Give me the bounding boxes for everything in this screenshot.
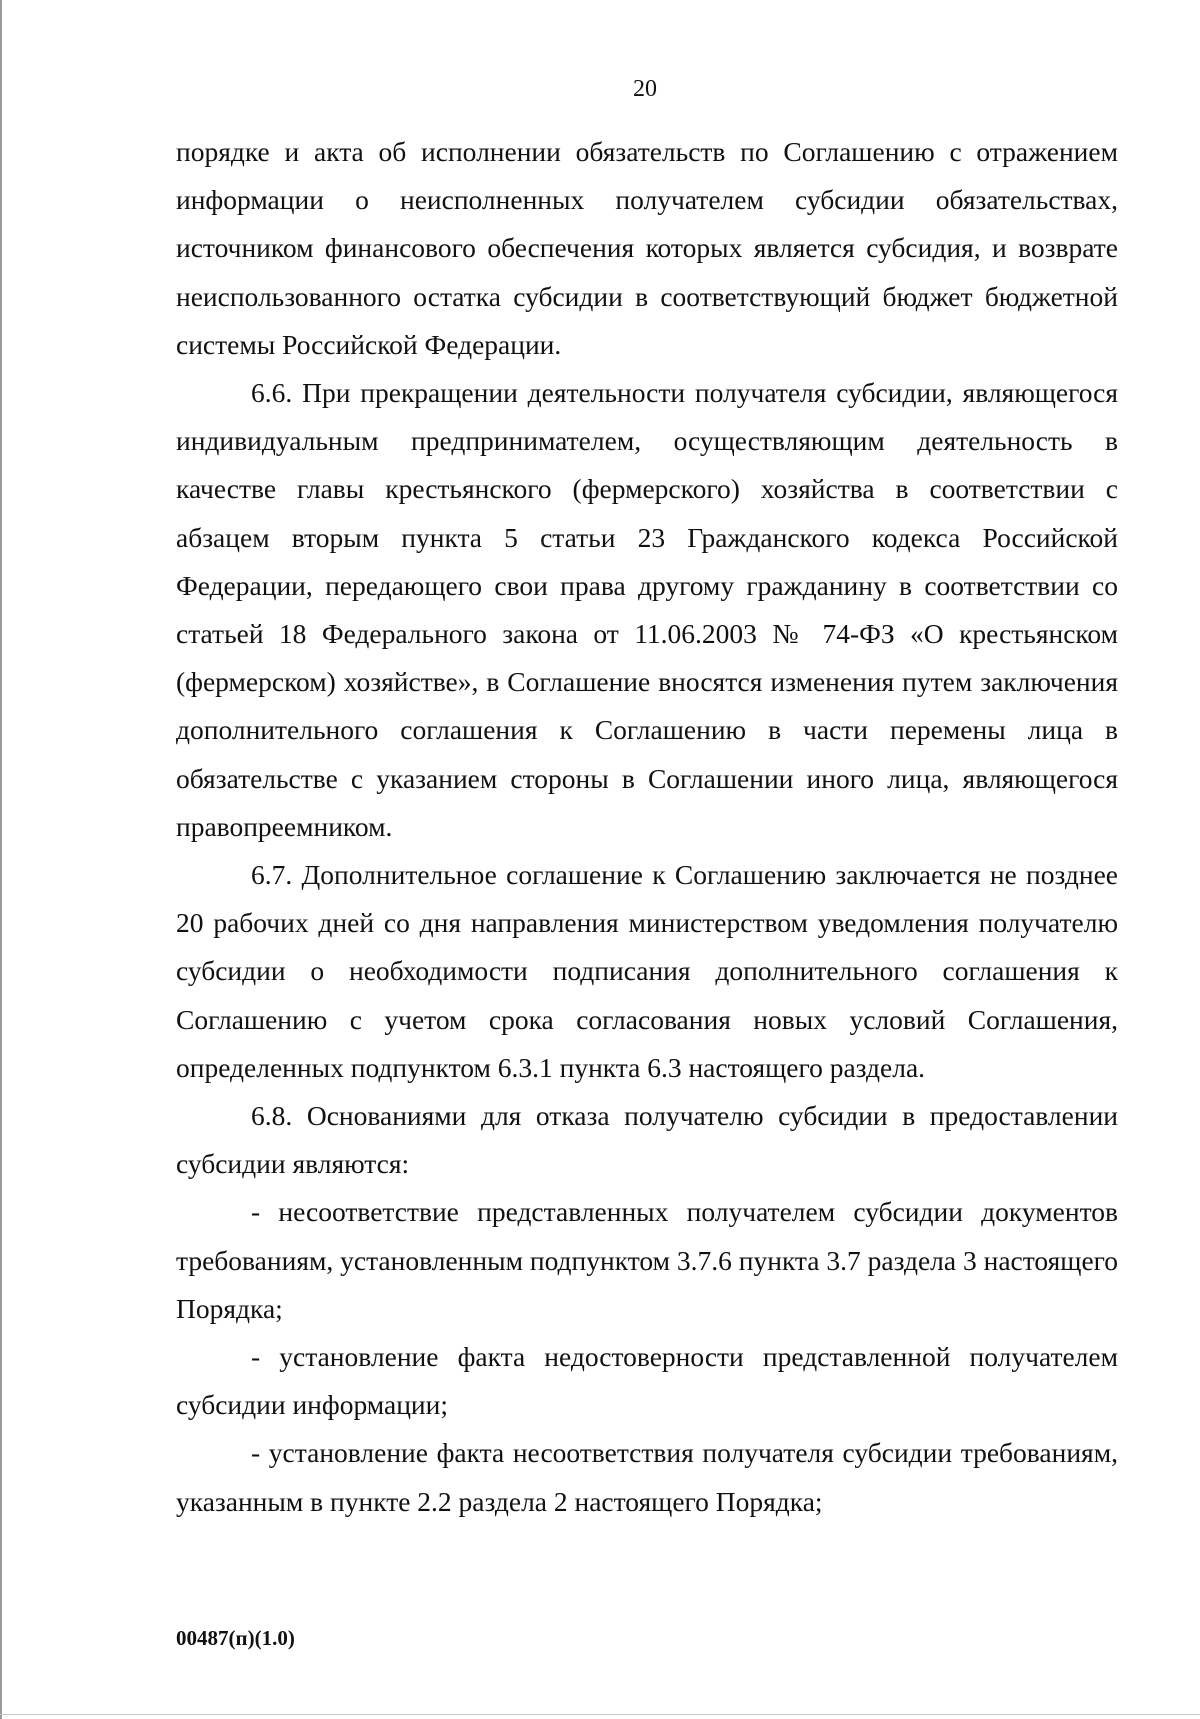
paragraph-6-8: 6.8. Основаниями для отказа получателю субсидии в предоставлении субсидии являются: — [176, 1100, 1118, 1180]
page-number: 20 — [633, 76, 657, 102]
list-item-documents-mismatch: - несоответствие представленных получателем субсидии документов требованиям, установленным подпунктом 3.7.6 пункта 3.7 раздела 3 настоящего Порядка; — [176, 1196, 1118, 1324]
paragraph-6-6: 6.6. При прекращении деятельности получателя субсидии, являющегося индивидуальным предпринимателем, осуществляющим деятельность в качестве главы крестьянского (фермерского) хозяйства в соответствии с абзацем вторым пункта 5 статьи 23 Гражданского кодекса Российской Федерации, передающего свои права другому гражданину в соответствии со статьей 18 Федерального закона от 11.06.2003 № 74-ФЗ «О крестьянском (фермерском) хозяйстве», в Соглашение вносятся изменения путем заключения дополнительного соглашения к Соглашению в части перемены лица в обязательстве с указанием стороны в Соглашении иного лица, являющегося правопреемником. — [176, 377, 1118, 842]
list-item-unreliable-information: - установление факта недостоверности представленной получателем субсидии информации; — [176, 1341, 1118, 1421]
paragraph-6-7: 6.7. Дополнительное соглашение к Соглашению заключается не позднее 20 рабочих дней со дня направления министерством уведомления получателю субсидии о необходимости подписания дополнительного соглашения к Соглашению с учетом срока согласования новых условий Соглашения, определенных подпунктом 6.3.1 пункта 6.3 настоящего раздела. — [176, 859, 1118, 1083]
document-body — [176, 128, 1118, 1526]
scan-bottom-edge — [0, 1714, 1200, 1715]
paragraph-continuation: порядке и акта об исполнении обязательств по Соглашению с отражением информации о неисполненных получателем субсидии обязательствах, источником финансового обеспечения которых является субсидия, и возврате неиспользованного остатка субсидии в соответствующий бюджет бюджетной системы Российской Федерации. — [176, 136, 1118, 360]
list-item-requirements-mismatch: - установление факта несоответствия получателя субсидии требованиям, указанным в пункте 2.2 раздела 2 настоящего Порядка; — [176, 1437, 1118, 1517]
document-code: 00487(п)(1.0) — [176, 1626, 295, 1650]
scan-left-edge — [0, 0, 2, 1719]
